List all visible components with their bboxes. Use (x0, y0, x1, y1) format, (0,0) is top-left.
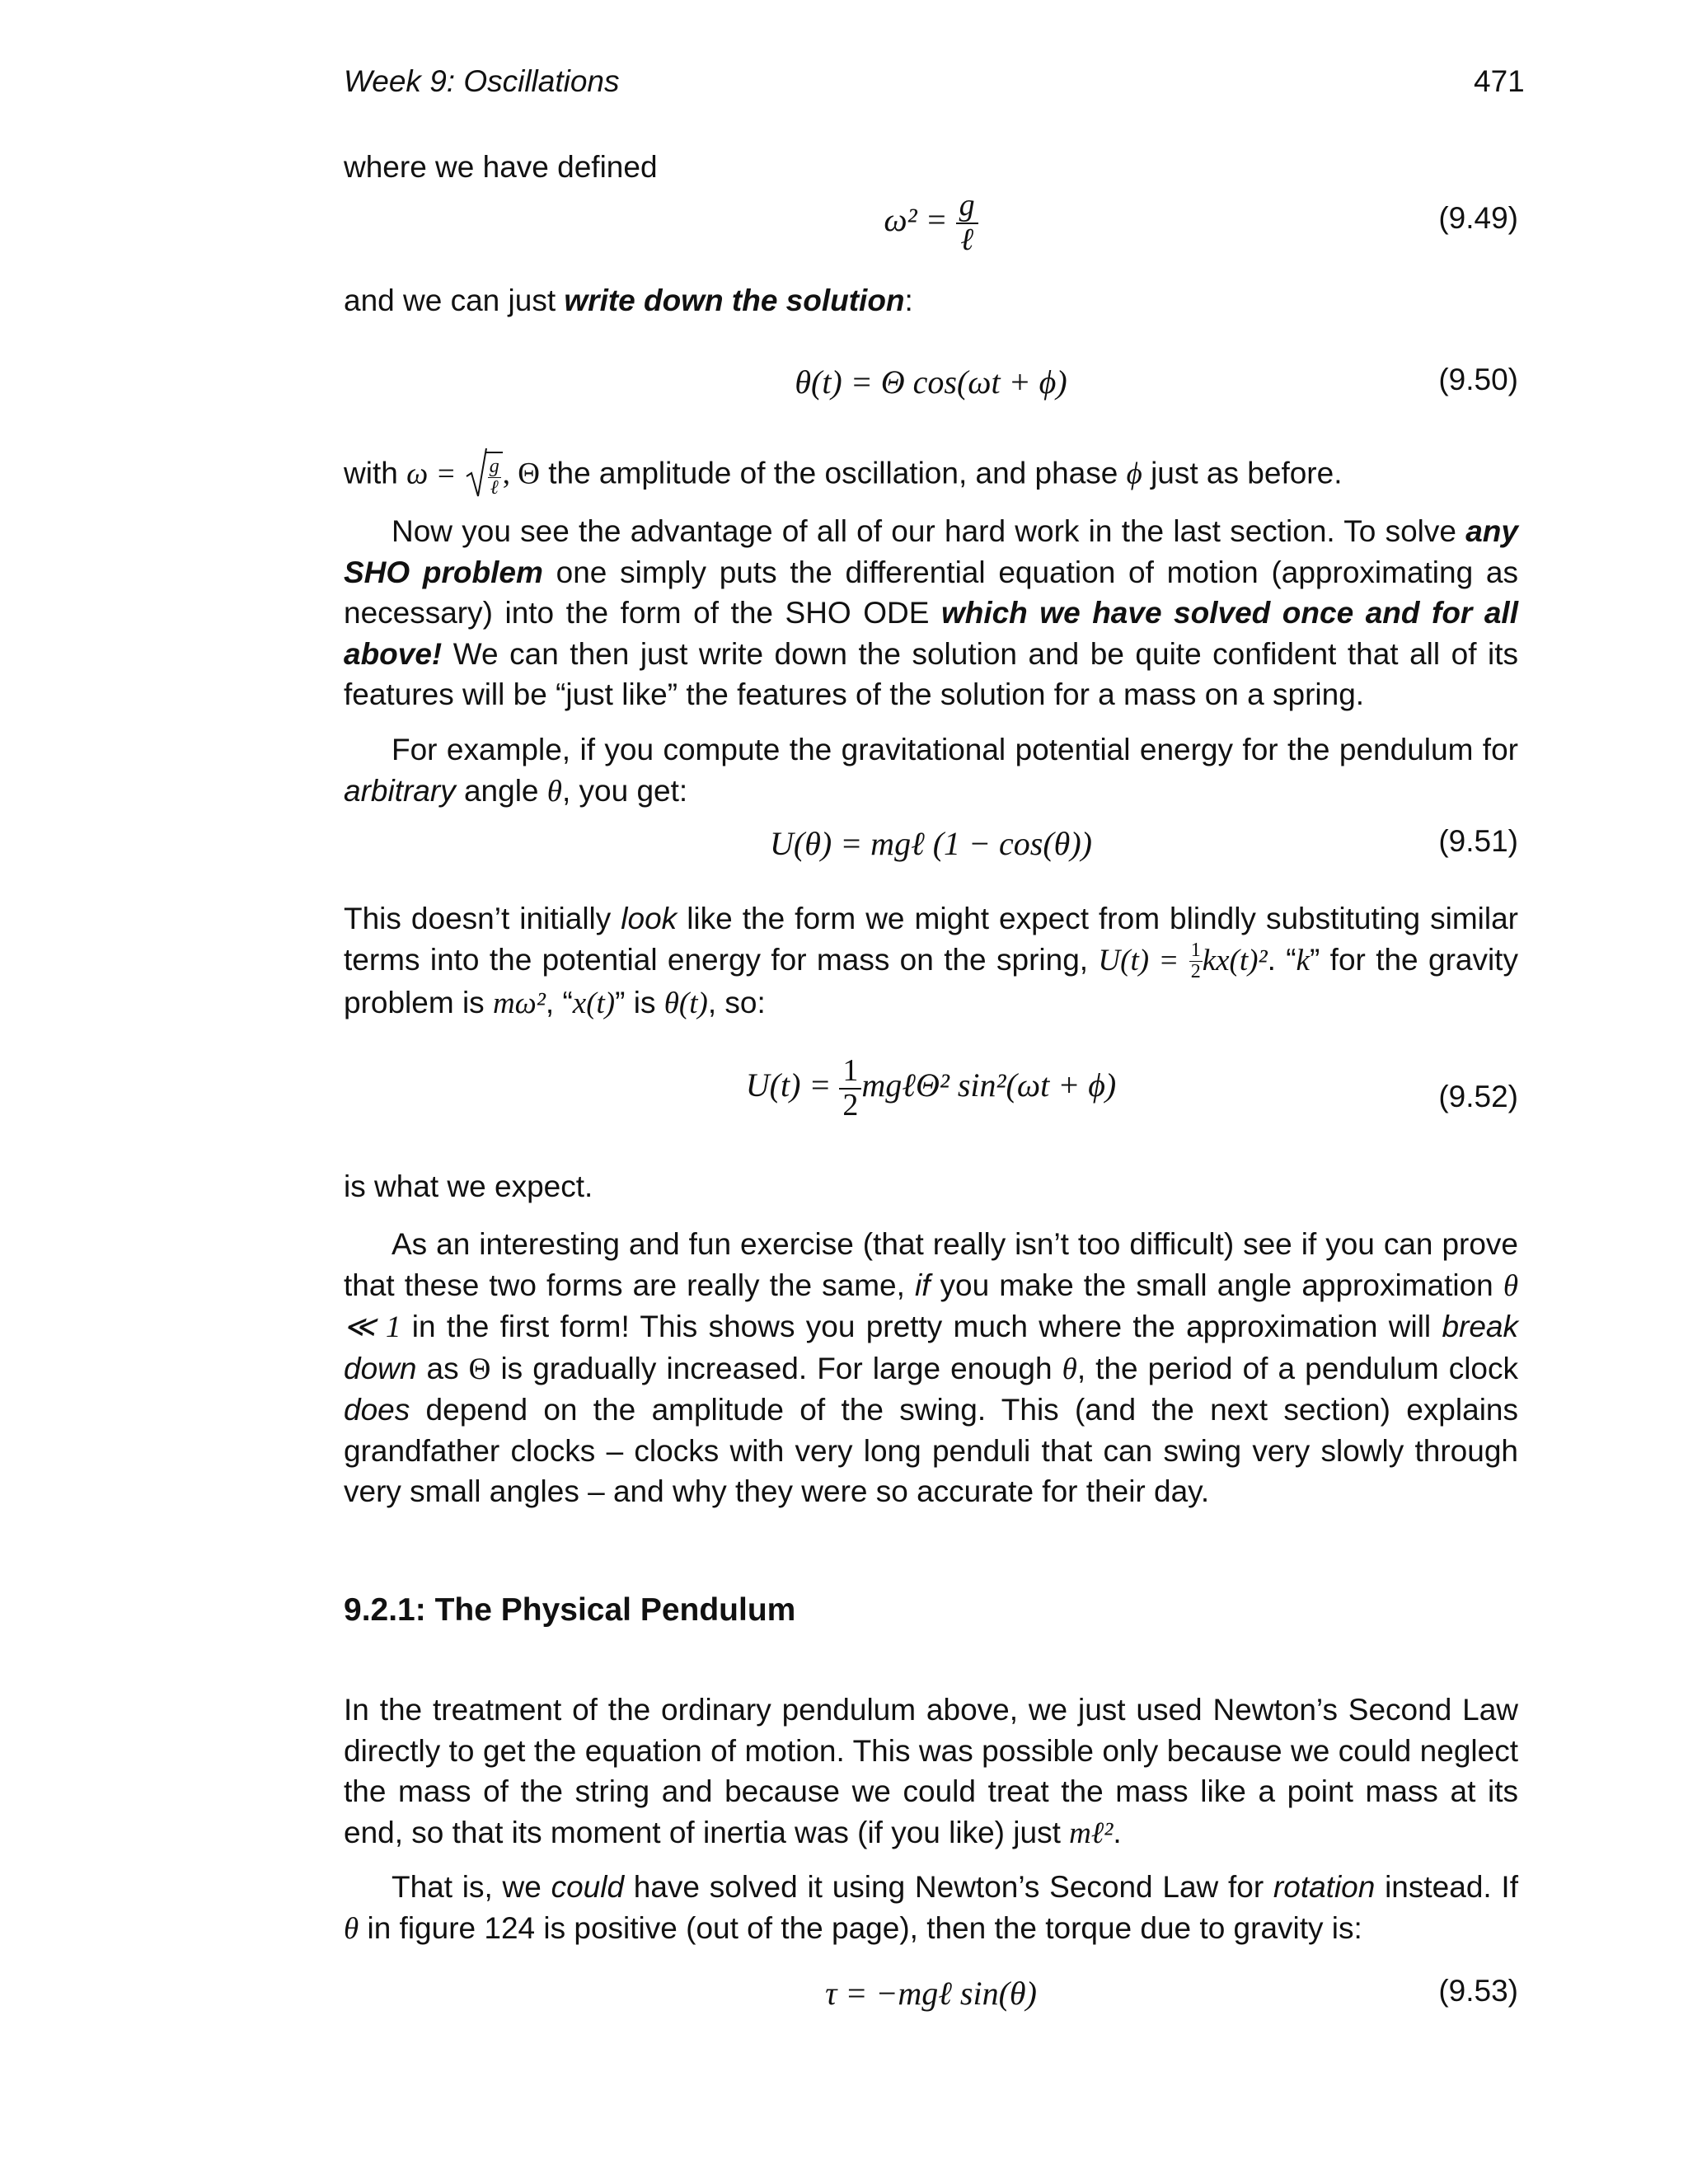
p6-text-a: That is, we (392, 1870, 551, 1904)
p3-text-c: like the form we might expect from blindly substituting similar terms into the potential energy for mass on the spring, (344, 902, 1518, 977)
p5-inline-m-ell2: mℓ² (1069, 1816, 1114, 1850)
p5-text-a: In the treatment of the ordinary pendulum above, we just used Newton’s Second Law directly to get the equation of motion. This was possible only because we could neglect the mass of the string and because we could treat the mass like a point mass at its end, so that its moment of inertia was (if you like) just (344, 1693, 1518, 1849)
paragraph-example (344, 729, 1518, 812)
p2-text-d: , you get: (561, 773, 688, 808)
paragraph-write-down (344, 280, 1518, 321)
p3-inline-m-omega2: mω² (492, 987, 546, 1021)
eq953-label: (9.53) (1438, 1974, 1518, 2008)
paragraph-what-we-expect: is what we expect. (344, 1169, 593, 1203)
p6-emphasis-could: could (551, 1870, 625, 1904)
paragraph-sho-advantage (344, 511, 1518, 715)
p1-text-c: one simply puts the differential equation of motion (approximating as necessary) into the form of the SHO ODE (344, 555, 1518, 630)
p6-text-f: in figure 124 is positive (out of the page), then the torque due to gravity is: (359, 1910, 1362, 1945)
paragraph-with-omega (344, 452, 1518, 499)
inline-fraction-g-ell: $\frac{g}{\text{ℓ}}$ (489, 455, 499, 499)
p6-text-e: instead. If (1375, 1870, 1518, 1904)
eq949-fraction (956, 190, 978, 257)
with-end: just as before. (1142, 456, 1343, 490)
p3-inline-theta-t: θ(t) (663, 987, 708, 1021)
paragraph-where-defined: where we have defined (344, 150, 658, 184)
p3-inline-kx2: kx(t)² (1202, 943, 1268, 977)
p3-text-h: , so: (707, 986, 766, 1020)
eq950-label: (9.50) (1438, 363, 1518, 396)
eq953-body: τ = −mgℓ sin(θ) (825, 1975, 1037, 2012)
eq949-label: (9.49) (1438, 201, 1518, 235)
p3-text-e: ” for the gravity problem is (344, 942, 1518, 1020)
eq949-denominator: ℓ (960, 222, 974, 257)
p4-text-g: is gradually increased. For large enough (490, 1351, 1062, 1385)
p6-text-c: have solved it using Newton’s Second Law for (624, 1870, 1273, 1904)
p4-text-c: you make the small angle approximation (930, 1268, 1503, 1302)
eq952-rhs: mgℓΘ² sin²(ωt + ϕ) (861, 1066, 1117, 1104)
sqrt-g-over-ell (465, 452, 503, 499)
eq952-label: (9.52) (1438, 1080, 1518, 1113)
p2-text-a: For example, if you compute the gravitational potential energy for the pendulum for (392, 733, 1518, 766)
eq952-lhs: U(t) = (745, 1066, 832, 1104)
equation-9-50 (344, 363, 1518, 412)
eq952-numerator: 1 (839, 1055, 861, 1090)
p3-text-d: . “ (1267, 942, 1296, 977)
p4-emphasis-if: if (914, 1268, 931, 1302)
eq950-body: θ(t) = Θ cos(ωt + ϕ) (795, 363, 1067, 401)
p1-text-e: We can then just write down the solution and be quite confident that all of its features will be “just like” the features of the solution for a mass on a spring. (344, 636, 1518, 711)
p1-text-a: Now you see the advantage of all of our hard work in the last section. To solve (392, 514, 1466, 548)
eq952-fraction (839, 1055, 861, 1122)
eq949-numerator: g (956, 190, 978, 224)
with-suffix: the amplitude of the oscillation, and phase (539, 456, 1127, 490)
write-down-suffix: : (904, 284, 913, 317)
p4-inline-small-angle: θ ≪ 1 (344, 1268, 1518, 1344)
inline-theta-comma: , Θ (502, 457, 540, 491)
p4-emphasis-does: does (344, 1393, 410, 1427)
paragraph-exercise (344, 1224, 1518, 1512)
p4-text-f: as (416, 1351, 469, 1385)
p4-emphasis-break-down: break down (344, 1310, 1518, 1385)
p3-inline-k: k (1296, 943, 1310, 977)
p6-inline-theta: θ (344, 1911, 359, 1946)
eq951-label: (9.51) (1438, 824, 1518, 858)
eq952-denominator: 2 (842, 1087, 859, 1122)
p2-inline-theta: θ (546, 774, 562, 808)
p3-text-a: This doesn’t initially (344, 902, 621, 935)
equation-9-53 (344, 1974, 1518, 2023)
p3-inline-U-t: U(t) = (1098, 943, 1179, 977)
p3-inline-half: $\frac{1}{2}$ (1190, 940, 1201, 983)
p4-text-h: , the period of a pendulum clock (1076, 1351, 1518, 1385)
p3-text-f: , “ (545, 986, 573, 1020)
with-prefix: with (344, 456, 407, 490)
p5-text-b: . (1113, 1815, 1122, 1849)
p4-inline-Theta: Θ (468, 1352, 491, 1386)
equation-9-52 (344, 1055, 1518, 1137)
write-down-emphasis: write down the solution (564, 284, 905, 317)
p1-emphasis-any-sho: any SHO problem (344, 514, 1518, 589)
paragraph-rotation (344, 1867, 1518, 1949)
inline-omega-eq: ω = (406, 457, 457, 491)
p4-text-a: As an interesting and fun exercise (that really isn’t too difficult) see if you can prove that these two forms are really the same, (344, 1227, 1518, 1302)
equation-9-49 (344, 190, 1518, 255)
p6-emphasis-rotation: rotation (1273, 1870, 1376, 1904)
running-header-title: Week 9: Oscillations (344, 64, 620, 98)
eq951-body: U(θ) = mgℓ (1 − cos(θ)) (770, 825, 1092, 862)
page-number: 471 (1474, 64, 1525, 98)
p1-emphasis-solved: which we have solved once and for all above! (344, 596, 1518, 671)
inline-phi: ϕ (1126, 457, 1142, 491)
p3-emphasis-look: look (621, 902, 678, 935)
equation-9-51 (344, 824, 1518, 874)
paragraph-doesnt-look (344, 898, 1518, 1024)
eq949-lhs: ω² = (884, 201, 948, 239)
p4-text-j: depend on the amplitude of the swing. This (and the next section) explains grandfather clocks – clocks with very long penduli that can swing very slowly through very small angles – and why they were so accurate for their day. (344, 1393, 1518, 1508)
p4-inline-theta: θ (1062, 1352, 1077, 1386)
write-down-prefix: and we can just (344, 284, 565, 317)
p3-inline-x-t: x(t) (572, 987, 616, 1021)
p2-emphasis-arbitrary: arbitrary (344, 773, 456, 808)
section-heading-physical-pendulum: 9.2.1: The Physical Pendulum (344, 1592, 796, 1628)
paragraph-ordinary-pendulum (344, 1690, 1518, 1854)
p2-text-c: angle (455, 773, 547, 808)
p4-text-d: in the first form! This shows you pretty much where the approximation will (401, 1310, 1442, 1343)
p3-text-g: ” is (615, 986, 664, 1020)
